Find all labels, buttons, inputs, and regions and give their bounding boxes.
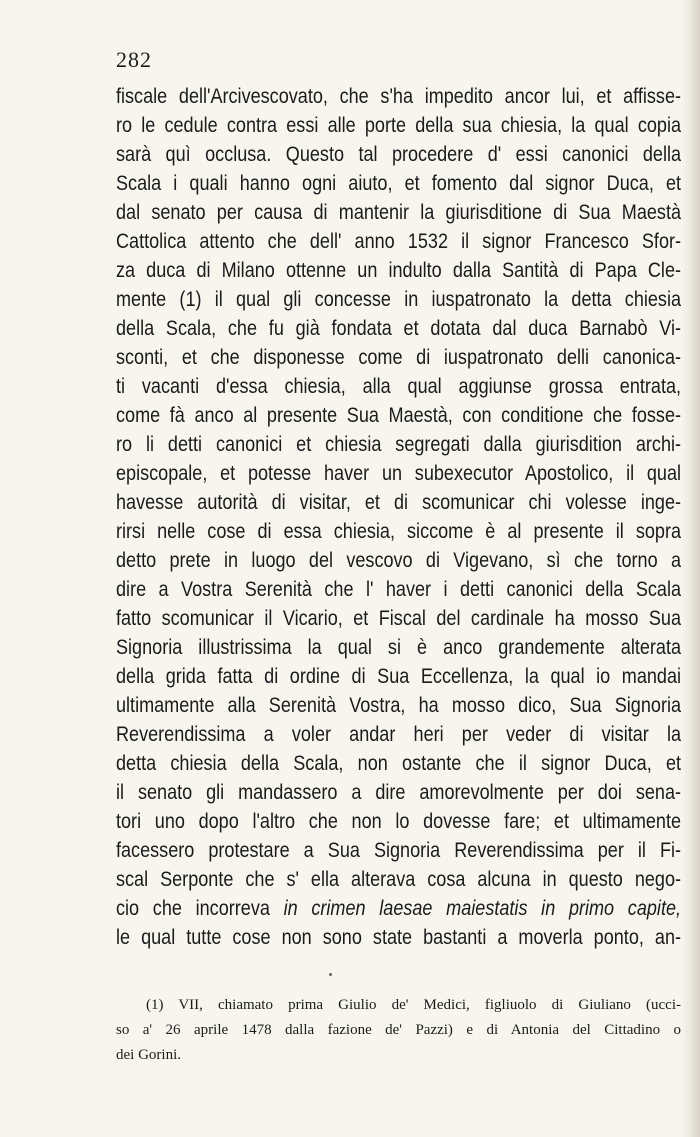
footnote-line: dei Gorini. (116, 1047, 181, 1063)
footnote-line: (1) VII, chiamato prima Giulio de' Medici, figliuolo di Giuliano (ucci- (146, 997, 681, 1013)
text-line: dire a Vostra Serenità che l' haver i detti canonici della Scala (116, 578, 682, 601)
text-segment: cio che incorreva (116, 897, 284, 920)
text-line: scal Serponte che s' ella alterava cosa alcuna in questo nego- (116, 868, 682, 891)
footnote (116, 993, 681, 1068)
text-line: della Scala, che fu già fondata et dotata dal duca Barnabò Vi- (116, 317, 682, 340)
text-line-with-italic (116, 894, 681, 923)
text-line: come fà anco al presente Sua Maestà, con conditione che fosse- (116, 404, 682, 427)
page-number: 282 (116, 47, 152, 72)
text-line: dal senato per causa di mantenir la giurisditione di Sua Maestà (116, 201, 682, 224)
text-line: sconti, et che disponesse come di iuspatronato delli canonica- (116, 346, 682, 369)
page-edge-shadow (682, 0, 700, 1137)
italic-phrase: in crimen laesae maiestatis in primo capite, (283, 897, 682, 920)
text-line: havesse autorità di visitar, et di scomunicar chi volesse inge- (116, 491, 682, 514)
text-line: della grida fatta di ordine di Sua Eccellenza, la qual io mandai (116, 665, 682, 688)
text-line: tori uno dopo l'altro che non lo dovesse fare; et ultimamente (116, 810, 682, 833)
text-line: Reverendissima a voler andar heri per veder di visitar la (116, 723, 682, 746)
body-text (116, 82, 682, 952)
text-line: Scala i quali hanno ogni aiuto, et fomento dal signor Duca, et (116, 172, 682, 195)
separator-dot (329, 973, 332, 976)
text-line: detto prete in luogo del vescovo di Vigevano, sì che torno a (116, 549, 682, 572)
text-line: episcopale, et potesse haver un subexecutor Apostolico, il qual (116, 462, 682, 485)
text-line: il senato gli mandassero a dire amorevolmente per doi sena- (116, 781, 682, 804)
text-line: sarà quì occlusa. Questo tal procedere d' essi canonici della (116, 143, 682, 166)
text-line: le qual tutte cose non sono state bastanti a moverla ponto, an- (116, 926, 682, 949)
text-line: ro le cedule contra essi alle porte della sua chiesia, la qual copia (116, 114, 682, 137)
footnote-line: so a' 26 aprile 1478 dalla fazione de' Pazzi) e di Antonia del Cittadino o (116, 1022, 681, 1038)
text-line: Cattolica attento che dell' anno 1532 il signor Francesco Sfor- (116, 230, 682, 253)
text-line: facessero protestare a Sua Signoria Reverendissima per il Fi- (116, 839, 682, 862)
text-line: mente (1) il qual gli concesse in iuspatronato la detta chiesia (116, 288, 682, 311)
text-line: ro li detti canonici et chiesia segregati dalla giurisdition archi- (116, 433, 682, 456)
text-line: rirsi nelle cose di essa chiesia, siccome è al presente il sopra (116, 520, 682, 543)
text-line: Signoria illustrissima la qual si è anco grandemente alterata (116, 636, 682, 659)
text-line: za duca di Milano ottenne un indulto dalla Santità di Papa Cle- (116, 259, 682, 282)
text-line: detta chiesia della Scala, non ostante che il signor Duca, et (116, 752, 682, 775)
text-line: fiscale dell'Arcivescovato, che s'ha impedito ancor lui, et affisse- (116, 85, 682, 108)
text-line: ti vacanti d'essa chiesia, alla qual aggiunse grossa entrata, (116, 375, 682, 398)
text-line: fatto scomunicar il Vicario, et Fiscal del cardinale ha mosso Sua (116, 607, 682, 630)
text-line: ultimamente alla Serenità Vostra, ha mosso dico, Sua Signoria (116, 694, 682, 717)
